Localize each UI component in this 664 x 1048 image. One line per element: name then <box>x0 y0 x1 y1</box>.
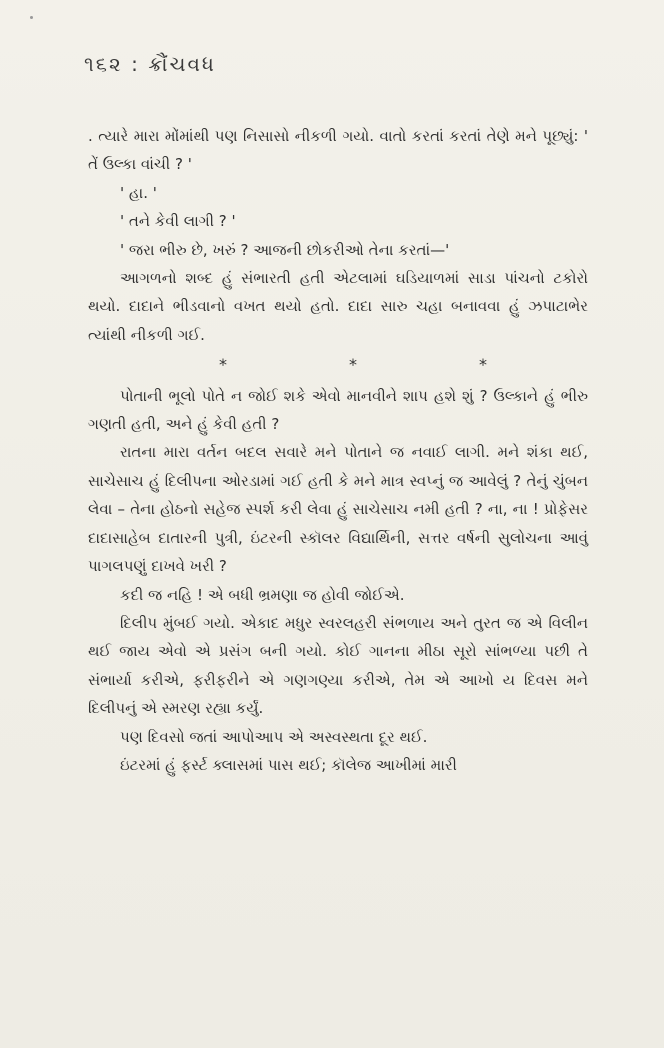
separator-star: * <box>479 355 487 375</box>
paragraph-6: દિલીપ મુંબઈ ગયો. એકાદ મધુર સ્વરલહરી સંભળાય અને તુરત જ એ વિલીન થઈ જાય એવો એ પ્રસંગ બની ગયો. કોઈ ગાનના મીઠા સૂરો સાંભળ્યા પછી તે સંભાર્યા કરીએ, ફરીફરીને એ ગણગણ્યા કરીએ, તેમ એ આખો ય દિવસ મને દિલીપનું એ સ્મરણ રહ્યા કર્યું. <box>88 613 588 718</box>
paragraph-1: . ત્યારે મારા મોંમાંથી પણ નિસાસો નીકળી ગયો. વાતો કરતાં કરતાં તેણે મને પૂછ્યું: ' તેં ઉલ્કા વાંચી ? ' <box>88 127 588 174</box>
section-separator <box>88 351 588 379</box>
paragraph-8: ઇંટરમાં હું ફર્સ્ટ ક્લાસમાં પાસ થઈ; કૉલેજ આખીમાં મારી <box>120 755 457 774</box>
dialogue-line-1: ' હા. ' <box>120 183 157 202</box>
paragraph-2: આગળનો શબ્દ હું સંભારતી હતી એટલામાં ઘડિયાળમાં સાડા પાંચનો ટકોરો થયો. દાદાને ભીડવાનો વખત થયો હતો. દાદા સારુ ચહા બનાવવા હું ઝપાટાભેર ત્યાંથી નીકળી ગઈ. <box>88 269 588 344</box>
page-header: ૧૬૨ : ક્રૌંચવધ <box>84 52 216 76</box>
paragraph-7: પણ દિવસો જતાં આપોઆપ એ અસ્વસ્થતા દૂર થઈ. <box>120 727 428 746</box>
separator-star: * <box>349 355 357 375</box>
dialogue-line-2: ' તને કેવી લાગી ? ' <box>120 212 236 231</box>
speck-mark <box>30 16 33 19</box>
separator-star: * <box>219 355 227 375</box>
paragraph-3: પોતાની ભૂલો પોતે ન જોઈ શકે એવો માનવીને શાપ હશે શું ? ઉલ્કાને હું ભીરુ ગણતી હતી, અને હું કેવી હતી ? <box>88 386 588 434</box>
paragraph-4: રાતના મારા વર્તન બદલ સવારે મને પોતાને જ નવાઈ લાગી. મને શંકા થઈ, સાચેસાચ હું દિલીપના ઓરડામાં ગઈ હતી કે મને માત્ર સ્વપ્નું જ આવેલું ? તેનું ચુંબન લેવા – તેના હોઠનો સહેજ સ્પર્શ કરી લેવા હું સાચેસાચ નમી હતી ? ના, ના ! પ્રોફેસર દાદાસાહેબ દાતારની પુત્રી, ઇંટરની સ્કૉલર વિદ્યાર્થિની, સત્તર વર્ષની સુલોચના આવું પાગલપણું દાખવે ખરી ? <box>88 443 588 576</box>
dialogue-line-3: ' જરા ભીરુ છે, ખરું ? આજની છોકરીઓ તેના કરતાં—' <box>120 240 450 259</box>
paragraph-5: કદી જ નહિ ! એ બધી ભ્રમણા જ હોવી જોઈએ. <box>120 585 405 604</box>
body-text <box>88 122 588 779</box>
